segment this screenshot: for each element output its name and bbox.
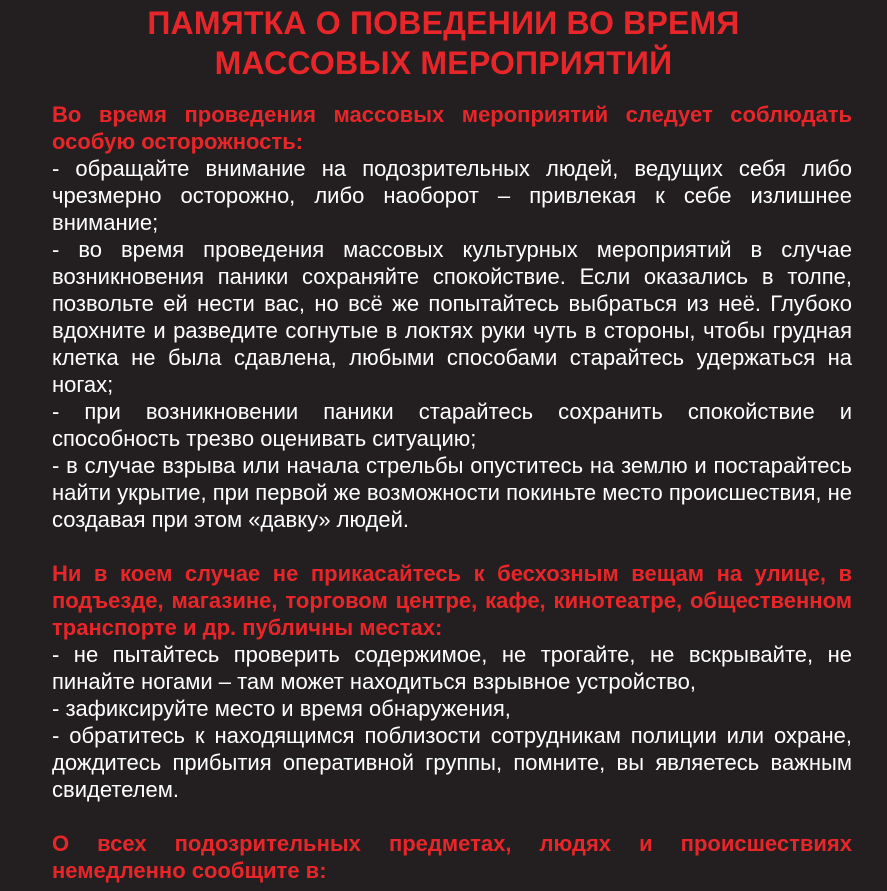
list-item: - зафиксируйте место и время обнаружения, — [52, 696, 511, 721]
list-item: - в случае взрыва или начала стрельбы опуститесь на землю и постарайтесь найти укрытие, при первой же возможности покиньте место происшествия, не создавая при этом «давку» людей. — [52, 453, 852, 532]
memo-content — [52, 101, 852, 884]
list-item: - при возникновении паники старайтесь сохранить спокойствие и способность трезво оценивать ситуацию; — [52, 399, 852, 451]
list-item: - во время проведения массовых культурных мероприятий в случае возникновения паники сохраняйте спокойствие. Если оказались в толпе, позвольте ей нести вас, но всё же попытайтесь выбраться из неё. Глубоко вдохните и разведите согнутые в локтях руки чуть в стороны, чтобы грудная клетка не была сдавлена, любыми способами старайтесь удержаться на ногах; — [52, 237, 852, 397]
list-item: - обращайте внимание на подозрительных людей, ведущих себя либо чрезмерно осторожно, либо наоборот – привлекая к себе излишнее внимание; — [52, 156, 852, 235]
section-heading: Во время проведения массовых мероприятий следует соблюдать особую осторожность: — [52, 102, 852, 154]
title-line-2: МАССОВЫХ МЕРОПРИЯТИЙ — [214, 45, 673, 81]
section-unattended-items — [52, 560, 852, 803]
section-heading: Ни в коем случае не прикасайтесь к бесхозным вещам на улице, в подъезде, магазине, торговом центре, кафе, кинотеатре, общественном транспорте и др. публичны местах: — [52, 561, 852, 640]
list-item: - не пытайтесь проверить содержимое, не трогайте, не вскрывайте, не пинайте ногами – там может находиться взрывное устройство, — [52, 642, 852, 694]
list-item: - обратитесь к находящимся поблизости сотрудникам полиции или охране, дождитесь прибытия оперативной группы, помните, вы являетесь важным свидетелем. — [52, 723, 852, 802]
title-line-1: ПАМЯТКА О ПОВЕДЕНИИ ВО ВРЕМЯ — [147, 5, 740, 41]
section-heading: О всех подозрительных предметах, людях и происшествиях немедленно сообщите в: — [52, 831, 852, 883]
section-report — [52, 830, 852, 884]
section-crowd-events — [52, 101, 852, 533]
page-title — [0, 0, 887, 83]
